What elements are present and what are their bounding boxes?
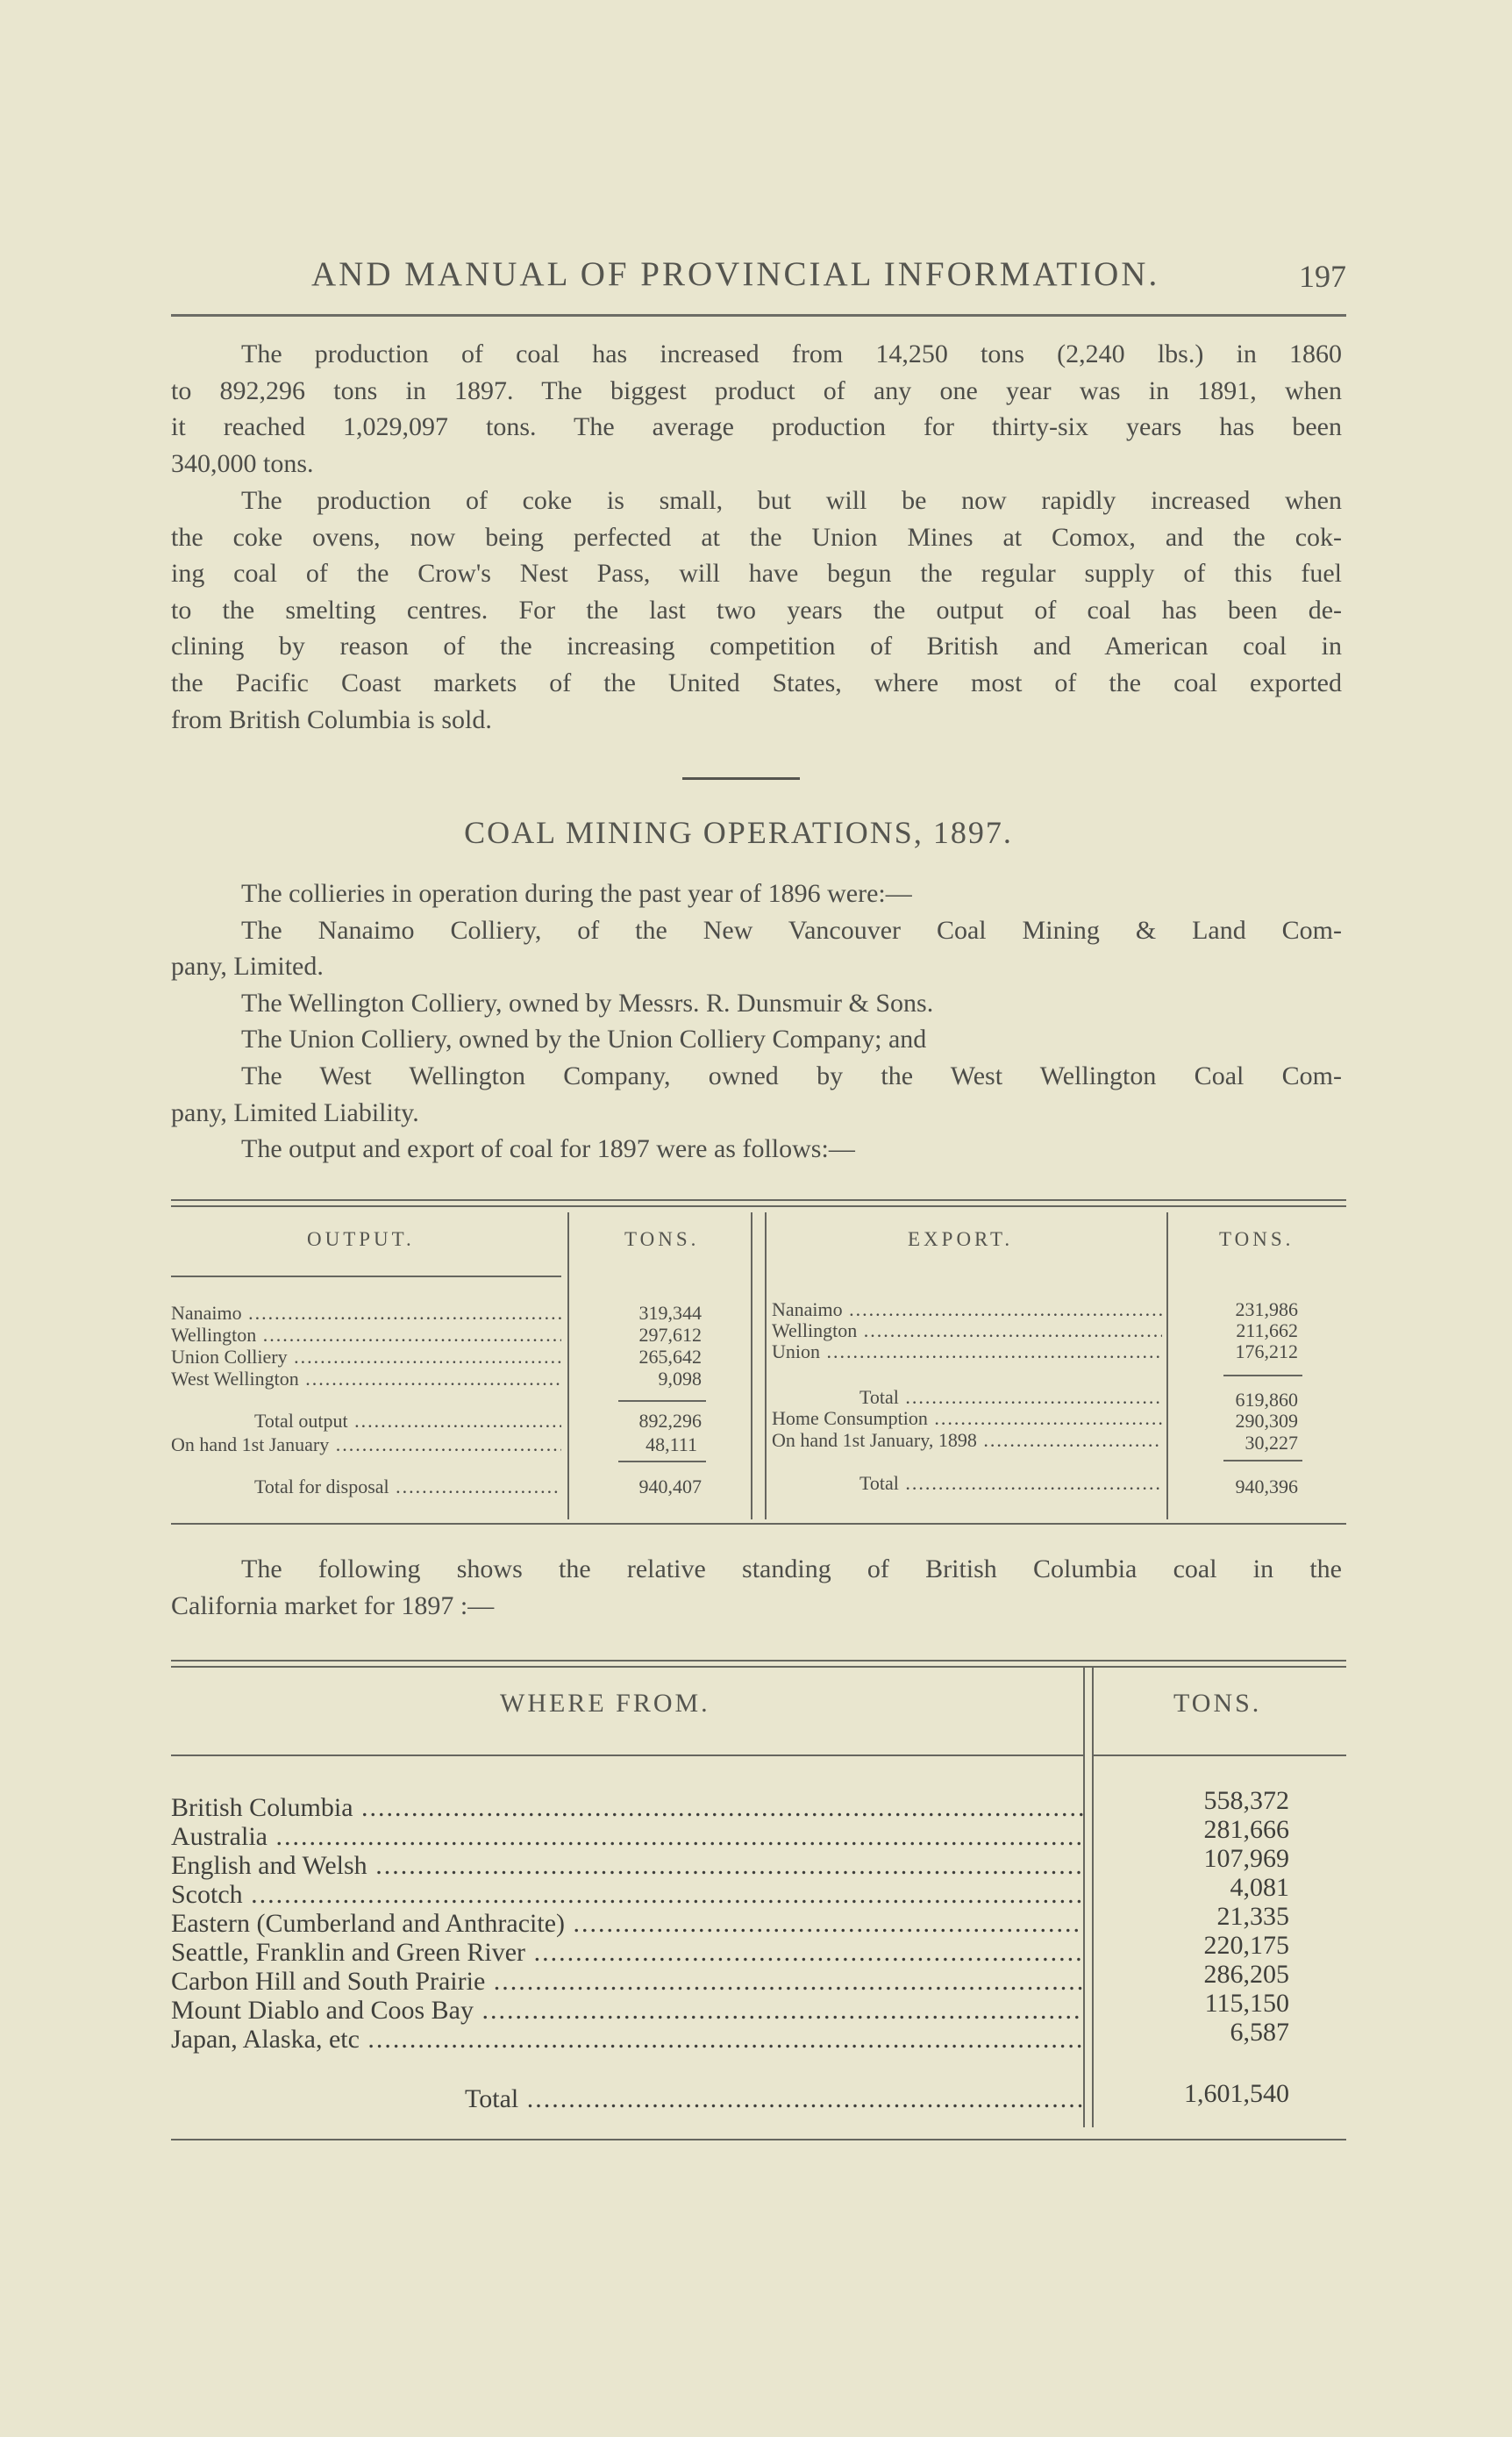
- intro-paragraph-2: [171, 482, 1342, 738]
- table-top-rule: [171, 1660, 1346, 1662]
- sum-rule: [1223, 1460, 1302, 1461]
- text-line: to 892,296 tons in 1897. The biggest product of any one year was in 1891, when: [171, 375, 1342, 405]
- output-row-label: West Wellington .....: [171, 1368, 561, 1390]
- source-row-value: 107,969: [1203, 1844, 1289, 1873]
- text-line: The output and export of coal for 1897 were as follows:—: [241, 1134, 855, 1164]
- text-line: The production of coke is small, but will be now rapidly increased when: [241, 486, 1342, 515]
- column-divider: [751, 1212, 752, 1519]
- source-row-label: Australia .....: [171, 1822, 1083, 1852]
- text-line: The collieries in operation during the past year of 1896 were:—: [241, 879, 912, 908]
- tons-header: TONS.: [1173, 1689, 1262, 1718]
- column-divider: [567, 1212, 569, 1519]
- table-top-rule-2: [171, 1666, 1346, 1668]
- home-consumption-label: Home Consumption .....: [772, 1407, 1162, 1430]
- source-row-label: Scotch .....: [171, 1880, 1083, 1910]
- export-row-value: 176,212: [1235, 1340, 1298, 1362]
- california-total-label: Total .....: [465, 2084, 1083, 2114]
- export-row-value: 231,986: [1235, 1298, 1298, 1320]
- table-bottom-rule: [171, 2139, 1346, 2140]
- source-row-value: 6,587: [1230, 2018, 1289, 2047]
- source-row-label: Japan, Alaska, etc .....: [171, 2025, 1083, 2055]
- text-line: the Pacific Coast markets of the United States, where most of the coal exported: [171, 668, 1342, 697]
- output-header-underline: [171, 1276, 561, 1277]
- text-line: from British Columbia is sold.: [171, 704, 492, 734]
- source-row-value: 286,205: [1203, 1960, 1289, 1989]
- column-divider: [1166, 1212, 1168, 1519]
- california-intro: [171, 1551, 1342, 1624]
- sum-rule: [1223, 1375, 1302, 1376]
- text-line: The West Wellington Company, owned by the West Wellington Coal Com-: [241, 1061, 1342, 1090]
- column-divider: [765, 1212, 767, 1519]
- on-hand-value: 48,111: [645, 1433, 697, 1455]
- source-row-value: 281,666: [1203, 1815, 1289, 1844]
- text-line: The Union Colliery, owned by the Union Colliery Company; and: [241, 1025, 927, 1054]
- running-head: [171, 254, 1346, 298]
- text-line: clining by reason of the increasing competition of British and American coal in: [171, 632, 1342, 661]
- text-line: 340,000 tons.: [171, 448, 314, 478]
- output-row-value: 297,612: [638, 1324, 702, 1346]
- export-row-label: Wellington .....: [772, 1319, 1162, 1342]
- export-column-header: EXPORT.: [908, 1228, 1014, 1250]
- on-hand-1898-label: On hand 1st January, 1898 .....: [772, 1429, 1162, 1452]
- tons-column-header: TONS.: [1219, 1228, 1294, 1250]
- california-total-value: 1,601,540: [1184, 2079, 1289, 2108]
- source-row-label: Seattle, Franklin and Green River .....: [171, 1938, 1083, 1968]
- text-line: California market for 1897 :—: [171, 1590, 495, 1620]
- output-row-label: Wellington .....: [171, 1324, 561, 1347]
- sum-rule: [618, 1400, 706, 1402]
- source-row-value: 4,081: [1230, 1873, 1289, 1902]
- home-consumption-value: 290,309: [1235, 1410, 1298, 1432]
- text-line: pany, Limited.: [171, 952, 324, 982]
- section-title-text: COAL MINING OPERATIONS, 1897.: [464, 815, 1013, 850]
- total-output-value: 892,296: [638, 1410, 702, 1432]
- source-row-label: Mount Diablo and Coos Bay .....: [171, 1996, 1083, 2026]
- text-line: the coke ovens, now being perfected at the Union Mines at Comox, and the cok-: [171, 522, 1342, 552]
- source-row-label: Eastern (Cumberland and Anthracite) .....: [171, 1909, 1083, 1939]
- on-hand-1898-value: 30,227: [1245, 1432, 1298, 1454]
- where-from-header: WHERE FROM.: [500, 1689, 710, 1718]
- source-row-label: English and Welsh .....: [171, 1851, 1083, 1881]
- text-line: to the smelting centres. For the last two years the output of coal has been de-: [171, 595, 1342, 625]
- output-row-value: 9,098: [658, 1368, 702, 1390]
- export-row-label: Union .....: [772, 1340, 1162, 1363]
- source-row-value: 558,372: [1203, 1786, 1289, 1815]
- grand-total-value: 940,396: [1235, 1476, 1298, 1497]
- output-row-value: 265,642: [638, 1346, 702, 1368]
- text-line: The following shows the relative standing of British Columbia coal in the: [241, 1554, 1342, 1583]
- tons-column-header: TONS.: [624, 1228, 700, 1250]
- output-column-header: OUTPUT.: [307, 1228, 415, 1250]
- export-total-value: 619,860: [1235, 1389, 1298, 1411]
- table-bottom-rule: [171, 1523, 1346, 1525]
- source-row-value: 220,175: [1203, 1931, 1289, 1960]
- total-output-label: Total output .....: [254, 1410, 561, 1433]
- text-line: The production of coal has increased from 14,250 tons (2,240 lbs.) in 1860: [241, 339, 1342, 368]
- table-top-rule: [171, 1199, 1346, 1201]
- column-divider: [1092, 1666, 1094, 2127]
- running-title: AND MANUAL OF PROVINCIAL INFORMATION.: [311, 255, 1160, 293]
- output-row-label: Nanaimo .....: [171, 1302, 561, 1325]
- export-row-value: 211,662: [1236, 1319, 1298, 1341]
- output-row-label: Union Colliery .....: [171, 1346, 561, 1369]
- export-row-label: Nanaimo .....: [772, 1298, 1162, 1321]
- grand-total-label: Total .....: [859, 1472, 1162, 1495]
- table-top-rule-2: [171, 1205, 1346, 1207]
- total-disposal-label: Total for disposal .....: [254, 1476, 561, 1498]
- column-divider: [1083, 1666, 1085, 2127]
- text-line: pany, Limited Liability.: [171, 1097, 419, 1127]
- source-row-label: Carbon Hill and South Prairie .....: [171, 1967, 1083, 1997]
- text-line: The Nanaimo Colliery, of the New Vancouver Coal Mining & Land Com-: [241, 915, 1342, 945]
- section-divider: [682, 777, 800, 780]
- source-row-value: 115,150: [1204, 1989, 1289, 2018]
- text-line: ing coal of the Crow's Nest Pass, will have begun the regular supply of this fuel: [171, 559, 1342, 589]
- total-disposal-value: 940,407: [638, 1476, 702, 1497]
- source-row-value: 21,335: [1216, 1902, 1289, 1931]
- source-row-label: British Columbia .....: [171, 1793, 1083, 1823]
- on-hand-label: On hand 1st January .....: [171, 1433, 561, 1456]
- intro-paragraph-1: [171, 336, 1342, 482]
- header-rule: [171, 314, 1346, 317]
- header-underline: [171, 1754, 1083, 1756]
- export-total-label: Total .....: [859, 1386, 1162, 1409]
- text-line: The Wellington Colliery, owned by Messrs. R. Dunsmuir & Sons.: [241, 988, 934, 1018]
- page-number: 197: [1299, 259, 1346, 294]
- section-title: [0, 814, 1512, 851]
- text-line: it reached 1,029,097 tons. The average production for thirty-six years has been: [171, 412, 1342, 442]
- header-underline: [1092, 1754, 1346, 1756]
- sum-rule: [618, 1461, 706, 1462]
- output-row-value: 319,344: [638, 1302, 702, 1324]
- collieries-paragraph: [171, 875, 1342, 1168]
